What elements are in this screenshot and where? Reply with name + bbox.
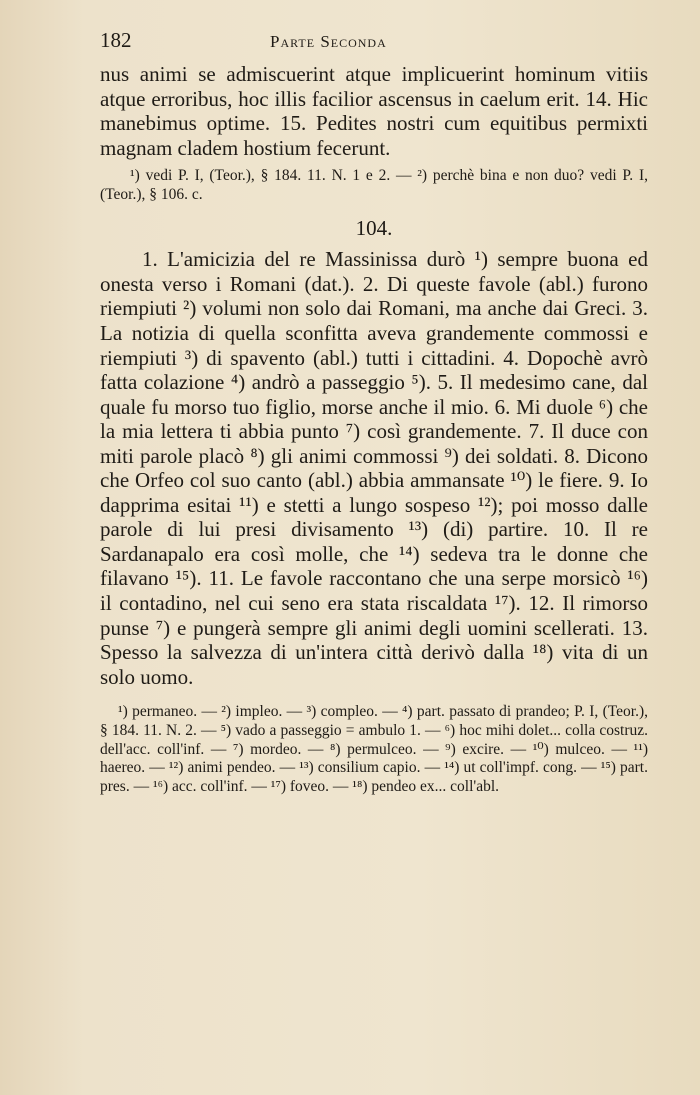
page-number: 182	[100, 28, 132, 52]
running-title: Parte Seconda	[270, 32, 387, 51]
exercise-footnotes: ¹) permaneo. — ²) impleo. — ³) compleo. — ⁴) part. passato di prandeo; P. I, (Teor.), § 184. 11. N. 2. — ⁵) vado a passeggio = ambulo 1. — ⁶) hoc mihi dolet... colla costruz. dell'acc. coll'inf. — ⁷) mordeo. — ⁸) permulceo. — ⁹) excire. — ¹⁰) mulceo. — ¹¹) haereo. — ¹²) animi pendeo. — ¹³) consilium capio. — ¹⁴) ut coll'impf. cong. — ¹⁵) part. pres. — ¹⁶) acc. coll'inf. — ¹⁷) foveo. — ¹⁸) pendeo ex... coll'abl.	[100, 703, 648, 796]
top-footnotes: ¹) vedi P. I, (Teor.), § 184. 11. N. 1 e 2. — ²) perchè bina e non duo? vedi P. I, (Teor.), § 106. c.	[100, 167, 648, 204]
top-paragraph: nus animi se admiscuerint atque implicuerint hominum vitiis atque erroribus, hoc illis facilior ascensus in caelum erit. 14. Hic manebimus optime. 15. Pedites nostri cum equitibus permixti magnam cladem hostium fecerunt.	[100, 62, 648, 160]
section-number: 104.	[355, 216, 393, 241]
page-header	[100, 28, 648, 62]
exercise-paragraph: 1. L'amicizia del re Massinissa durò ¹) sempre buona ed onesta verso i Romani (dat.). 2. Di queste favole (abl.) furono riempiuti ²) volumi non solo dai Romani, ma anche dai Greci. 3. La notizia di quella sconfitta aveva grandemente commossi e riempiuti ³) di spavento (abl.) tutti i cittadini. 4. Dopochè avrò fatta colazione ⁴) andrò a passeggio ⁵). 5. Il medesimo cane, dal quale fu morso tuo figlio, morse anche il mio. 6. Mi duole ⁶) che la mia lettera ti abbia punto ⁷) così grandemente. 7. Il duce con miti parole placò ⁸) gli animi commossi ⁹) dei soldati. 8. Dicono che Orfeo col suo canto (abl.) abbia ammansate ¹⁰) le fiere. 9. Io dapprima esitai ¹¹) e stetti a lungo sospeso ¹²); poi mosso dalle parole di lui presi divisamento ¹³) (di) partire. 10. Il re Sardanapalo era così molle, che ¹⁴) sedeva tra le donne che filavano ¹⁵). 11. Le favole raccontano che una serpe morsicò ¹⁶) il contadino, nel cui seno era stata riscaldata ¹⁷). 12. Il rimorso punse ⁷) e pungerà sempre gli animi degli uomini scellerati. 13. Spesso la salvezza di un'intera città derivò dalla ¹⁸) vita di un solo uomo.	[100, 247, 648, 689]
